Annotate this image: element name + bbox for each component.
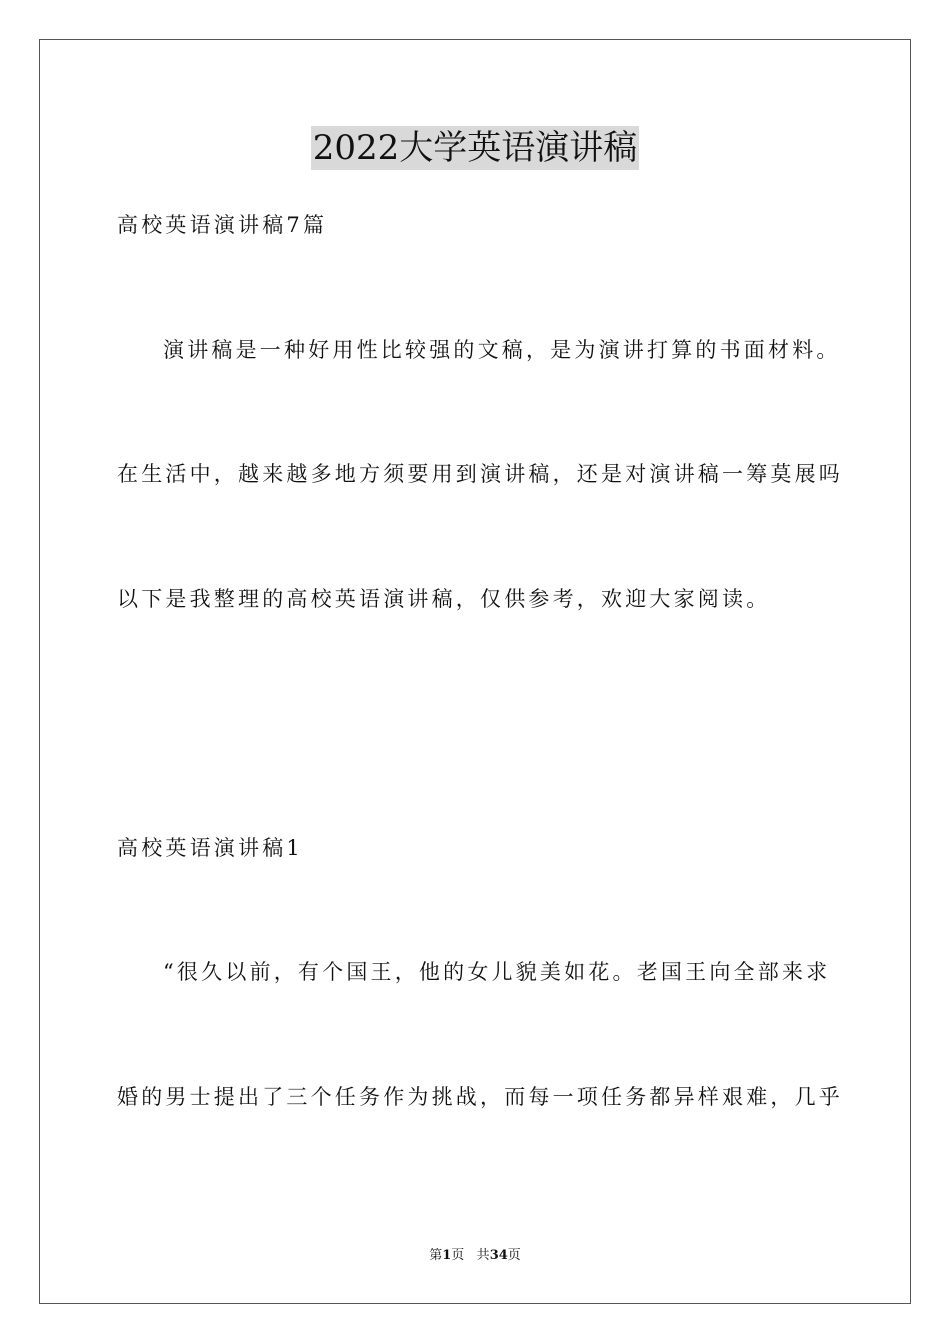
body-line-2: 婚的男士提出了三个任务作为挑战，而每一项任务都异样艰难，几乎 xyxy=(117,1085,843,1109)
footer-page-prefix: 第 xyxy=(429,1248,443,1263)
document-title: 2022大学英语演讲稿 xyxy=(312,128,638,168)
footer-page-suffix: 页 xyxy=(451,1248,465,1263)
footer-total-prefix: 共 xyxy=(476,1248,490,1263)
page-footer xyxy=(0,1247,950,1265)
intro-line-1: 演讲稿是一种好用性比较强的文稿，是为演讲打算的书面材料。 xyxy=(163,338,841,362)
intro-line-3: 以下是我整理的高校英语演讲稿，仅供参考，欢迎大家阅读。 xyxy=(117,587,771,611)
intro-line-2: 在生活中，越来越多地方须要用到演讲稿，还是对演讲稿一筹莫展吗 xyxy=(117,462,843,486)
footer-total-suffix: 页 xyxy=(507,1248,521,1263)
title-container xyxy=(0,126,950,170)
footer-total-pages: 34 xyxy=(489,1248,508,1263)
document-subtitle: 高校英语演讲稿7篇 xyxy=(117,213,328,237)
footer-page-number: 1 xyxy=(442,1248,452,1263)
body-line-1: “很久以前，有个国王，他的女儿貌美如花。老国王向全部来求 xyxy=(163,960,831,984)
section-heading: 高校英语演讲稿1 xyxy=(117,836,303,860)
